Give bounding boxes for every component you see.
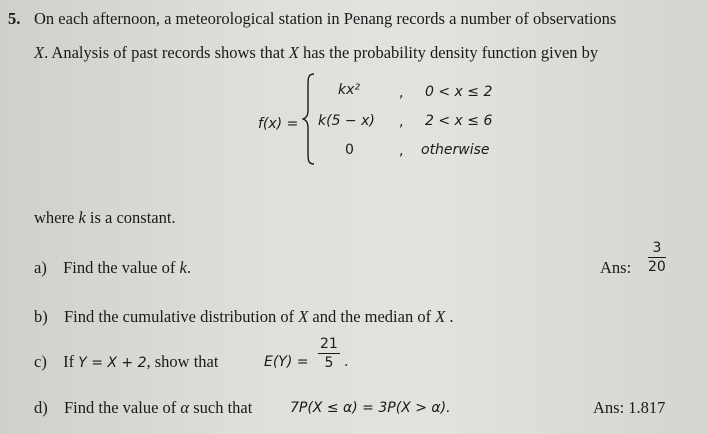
- part-a: [34, 258, 191, 278]
- part-c-text-1: If: [63, 352, 79, 371]
- where-rest: is a constant.: [85, 208, 176, 227]
- var-k: k: [78, 208, 86, 227]
- part-c-end: .: [344, 354, 349, 370]
- question-line-1: On each afternoon, a meteorological station in Penang records a number of observations: [34, 9, 617, 28]
- pdf-row-2-expr: k(5 − x): [318, 113, 375, 129]
- part-d-answer: Ans: 1.817: [593, 398, 666, 417]
- pdf-row-2-sep: ,: [399, 114, 404, 130]
- question-line-2-text: . Analysis of past records shows that: [44, 43, 289, 62]
- pdf-row-3-cond: otherwise: [421, 142, 490, 158]
- part-c-num: 21: [320, 336, 338, 352]
- pdf-brace: [302, 72, 316, 170]
- pdf-lhs: f(x) =: [258, 116, 299, 132]
- part-c: [34, 352, 218, 373]
- pdf-row-1-cond: 0 < x ≤ 2: [425, 84, 493, 100]
- part-a-answer-den: 20: [648, 259, 666, 275]
- part-a-answer-num: 3: [648, 240, 666, 258]
- question-number: 5.: [8, 9, 21, 28]
- var-x: X: [34, 43, 45, 62]
- part-b-text-1: Find the cumulative distribution of: [64, 307, 299, 326]
- pdf-row-3-expr: 0: [345, 142, 354, 158]
- where-text: where: [34, 208, 79, 227]
- part-b-text-2: and the median of: [308, 307, 436, 326]
- part-a-answer-label: Ans:: [600, 258, 632, 277]
- part-c-text-2: , show that: [146, 352, 219, 371]
- part-b-label: b): [34, 307, 48, 326]
- where-line: [34, 208, 176, 228]
- part-c-label: c): [34, 352, 47, 371]
- part-b-var-2: X: [435, 307, 446, 326]
- part-d-var: α: [180, 398, 190, 417]
- var-x-2: X: [288, 43, 299, 62]
- part-b: [34, 307, 454, 327]
- part-c-den: 5: [324, 355, 334, 371]
- brace-icon: [302, 72, 316, 166]
- pdf-row-3-sep: ,: [399, 143, 404, 159]
- part-c-expr: Y = X + 2: [78, 355, 147, 371]
- pdf-row-1-sep: ,: [399, 85, 404, 101]
- part-a-answer-fraction: [648, 240, 666, 275]
- part-d-text-1: Find the value of: [64, 398, 181, 417]
- part-d-expr: 7P(X ≤ α) = 3P(X > α).: [290, 400, 451, 416]
- part-b-var: X: [298, 307, 309, 326]
- part-a-end: .: [186, 258, 191, 277]
- part-a-text: Find the value of: [63, 258, 180, 277]
- part-d-text-2: such that: [189, 398, 253, 417]
- part-c-fraction: [318, 336, 340, 371]
- pdf-row-2-cond: 2 < x ≤ 6: [425, 113, 493, 129]
- question-line-2-rest: has the probability density function given by: [298, 43, 599, 62]
- question-line-2: [34, 43, 598, 63]
- part-a-var: k: [179, 258, 187, 277]
- part-d-label: d): [34, 398, 48, 417]
- part-c-lhs: E(Y) =: [264, 354, 309, 370]
- part-d: [34, 398, 252, 418]
- pdf-row-1-expr: kx²: [338, 82, 361, 98]
- part-a-label: a): [34, 258, 47, 277]
- part-b-end: .: [445, 307, 454, 326]
